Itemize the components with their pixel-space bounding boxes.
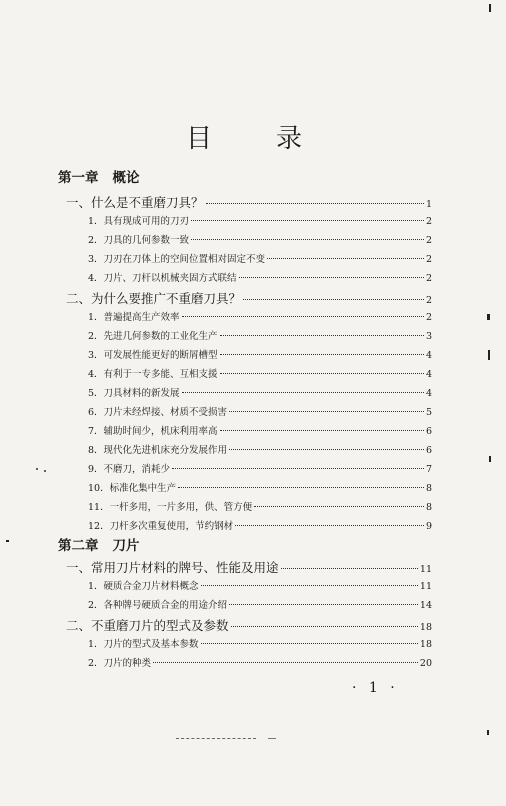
dot-leader xyxy=(191,239,424,240)
toc-page: 1 xyxy=(425,199,432,210)
toc-page: 2 xyxy=(425,216,432,227)
chapter-heading xyxy=(58,166,140,186)
toc-item[interactable] xyxy=(88,480,432,494)
dot-leader xyxy=(239,277,424,278)
title-char-1: 目 xyxy=(186,124,215,154)
toc-page: 2 xyxy=(425,312,432,323)
chapter-name: 刀片 xyxy=(112,538,140,554)
toc-label: 1．硬质合金刀片材料概念 xyxy=(88,581,199,592)
toc-label: 2．刀具的几何参数一致 xyxy=(88,235,190,246)
toc-page: 11 xyxy=(419,581,432,592)
title-char-2: 录 xyxy=(276,124,305,154)
toc-item[interactable] xyxy=(88,423,432,437)
toc-page: 20 xyxy=(419,658,432,669)
dot-leader xyxy=(201,585,418,586)
dot-leader xyxy=(182,316,424,317)
dot-leader xyxy=(201,643,418,644)
toc-item[interactable] xyxy=(88,499,432,513)
toc-item[interactable] xyxy=(88,309,432,323)
dot-leader xyxy=(243,299,424,300)
toc-label: 二、不重磨刀片的型式及参数 xyxy=(66,618,229,633)
toc-page: 2 xyxy=(425,295,432,306)
toc-page: 8 xyxy=(425,502,432,513)
chapter-name: 概论 xyxy=(112,170,140,186)
toc-item[interactable] xyxy=(88,404,432,418)
toc-page: 18 xyxy=(419,639,432,650)
scan-speck xyxy=(36,468,38,470)
toc-section[interactable] xyxy=(66,193,432,211)
scan-mark xyxy=(268,738,276,739)
toc-item[interactable] xyxy=(88,461,432,475)
dot-leader xyxy=(178,487,424,488)
toc-label: 4．有利于一专多能、互相支援 xyxy=(88,369,218,380)
toc-page: 8 xyxy=(425,483,432,494)
toc-label: 11．一杆多用，一片多用，供、管方便 xyxy=(88,502,253,513)
chapter-heading xyxy=(58,534,140,554)
toc-label: 3．刀刃在刀体上的空间位置相对固定不变 xyxy=(88,254,266,265)
toc-page: 6 xyxy=(425,426,432,437)
dot-leader xyxy=(153,662,418,663)
dot-leader xyxy=(254,506,424,507)
dot-leader xyxy=(172,468,424,469)
dot-leader xyxy=(220,354,424,355)
dot-leader xyxy=(182,392,424,393)
toc-page: 18 xyxy=(419,622,432,633)
dot-leader xyxy=(191,220,424,221)
toc-page: 4 xyxy=(425,369,432,380)
toc-label: 4．刀片、刀杆以机械夹固方式联结 xyxy=(88,273,237,284)
toc-label: 2．各种牌号硬质合金的用途介绍 xyxy=(88,600,228,611)
toc-item[interactable] xyxy=(88,270,432,284)
toc-item[interactable] xyxy=(88,347,432,361)
toc-label: 10．标准化集中生产 xyxy=(88,483,177,494)
toc-item[interactable] xyxy=(88,366,432,380)
toc-item[interactable] xyxy=(88,655,432,669)
toc-page: 14 xyxy=(419,600,432,611)
toc-item[interactable] xyxy=(88,578,432,592)
toc-label: 5．刀具材料的新发展 xyxy=(88,388,180,399)
chapter-number: 第一章 xyxy=(58,170,99,186)
toc-label: 一、什么是不重磨刀具？ xyxy=(66,195,204,210)
dot-leader xyxy=(267,258,424,259)
dot-leader xyxy=(220,335,424,336)
toc-page: 9 xyxy=(425,521,432,532)
toc-page: 3 xyxy=(425,331,432,342)
dot-leader xyxy=(229,604,418,605)
toc-item[interactable] xyxy=(88,636,432,650)
dot-leader xyxy=(235,525,424,526)
toc-label: 二、为什么要推广不重磨刀具？ xyxy=(66,291,242,306)
toc-label: 6．刀片未经焊接、材质不受损害 xyxy=(88,407,228,418)
toc-page: 2 xyxy=(425,235,432,246)
toc-label: 3．可发展性能更好的断屑槽型 xyxy=(88,350,218,361)
toc-label: 7．辅助时间少，机床利用率高 xyxy=(88,426,218,437)
toc-label: 一、常用刀片材料的牌号、性能及用途 xyxy=(66,560,279,575)
toc-section[interactable] xyxy=(66,616,432,634)
toc-page: 2 xyxy=(425,273,432,284)
toc-page: 7 xyxy=(425,464,432,475)
dot-leader xyxy=(229,411,424,412)
dot-leader xyxy=(220,373,424,374)
toc-page: 5 xyxy=(425,407,432,418)
dot-leader xyxy=(231,626,418,627)
scan-mark xyxy=(176,738,256,739)
dot-leader xyxy=(206,203,424,204)
toc-page: 6 xyxy=(425,445,432,456)
toc-item[interactable] xyxy=(88,251,432,265)
scan-speck xyxy=(44,470,46,472)
chapter-number: 第二章 xyxy=(58,538,99,554)
toc-item[interactable] xyxy=(88,442,432,456)
toc-item[interactable] xyxy=(88,385,432,399)
toc-label: 9．不磨刀，消耗少 xyxy=(88,464,171,475)
toc-page: 2 xyxy=(425,254,432,265)
toc-item[interactable] xyxy=(88,518,432,532)
toc-label: 1．普遍提高生产效率 xyxy=(88,312,180,323)
toc-section[interactable] xyxy=(66,558,432,576)
dot-leader xyxy=(220,430,424,431)
page-number: · 1 · xyxy=(352,680,399,696)
toc-label: 1．刀片的型式及基本参数 xyxy=(88,639,199,650)
toc-label: 2．先进几何参数的工业化生产 xyxy=(88,331,218,342)
toc-item[interactable] xyxy=(88,232,432,246)
dot-leader xyxy=(229,449,424,450)
toc-label: 12．刀杆多次重复使用，节约钢材 xyxy=(88,521,234,532)
toc-label: 8．现代化先进机床充分发展作用 xyxy=(88,445,228,456)
toc-label: 1．具有现成可用的刀刃 xyxy=(88,216,190,227)
toc-label: 2．刀片的种类 xyxy=(88,658,152,669)
toc-section[interactable] xyxy=(66,289,432,307)
toc-page: 4 xyxy=(425,350,432,361)
toc-item[interactable] xyxy=(88,328,432,342)
toc-page: 4 xyxy=(425,388,432,399)
toc-page: 11 xyxy=(419,564,432,575)
dot-leader xyxy=(281,568,418,569)
toc-item[interactable] xyxy=(88,597,432,611)
toc-item[interactable] xyxy=(88,213,432,227)
